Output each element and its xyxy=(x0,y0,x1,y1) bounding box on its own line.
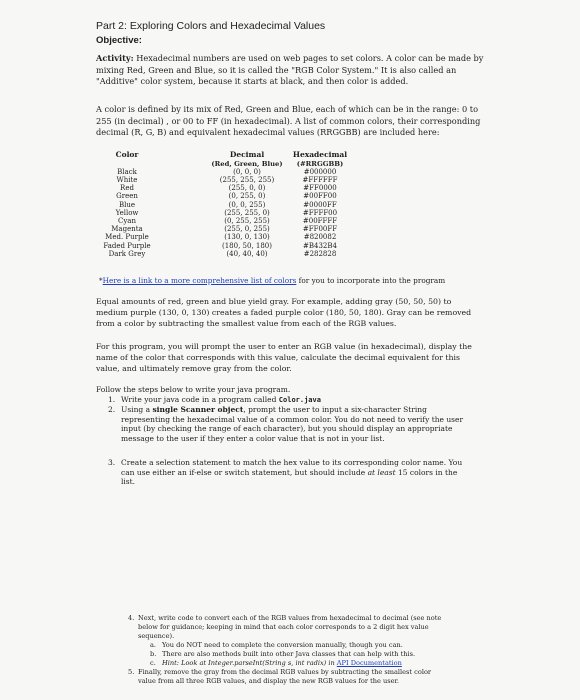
hex-value: #00FFFF xyxy=(302,216,338,225)
step-letter: b. xyxy=(150,650,157,658)
decimal-value: (0, 255, 255) xyxy=(224,216,270,225)
page-title: Part 2: Exploring Colors and Hexadecimal Values xyxy=(96,20,326,32)
objective-heading: Objective: xyxy=(96,35,142,46)
step-4: Next, write code to convert each of the RGB values from hexadecimal to decimal (see note below for guidance; keeping in mind that each color corresponds to a 2 digit hex value sequence). xyxy=(138,614,442,640)
step-4c: Hint: Look at Integer.parseInt(String s, int radix) in API Documentation xyxy=(162,659,402,667)
step-number: 2. xyxy=(108,405,116,414)
step-1: Write your java code in a program called Color.java xyxy=(121,395,321,404)
hex-value: #00FF00 xyxy=(303,192,337,201)
color-name: Yellow xyxy=(115,208,139,217)
hex-value: #FFFF00 xyxy=(302,208,338,217)
decimal-value: (255, 0, 0) xyxy=(228,184,266,193)
color-name: Black xyxy=(117,167,137,176)
color-name: Green xyxy=(116,192,138,201)
hex-value: #000000 xyxy=(303,167,337,176)
color-name: Dark Grey xyxy=(108,249,146,258)
color-name: Magenta xyxy=(111,225,143,234)
step-5: Finally, remove the gray from the decimal RGB values by subtracting the smallest color value from all three RGB values, and display the new RGB values for the user. xyxy=(138,668,432,685)
decimal-value: (255, 255, 0) xyxy=(224,208,270,217)
filename-code: Color.java xyxy=(278,396,321,404)
hex-value: #B432B4 xyxy=(303,241,337,250)
step-4b: There are also methods built into other Java classes that can help with this. xyxy=(162,650,416,658)
step-letter: c. xyxy=(150,659,156,667)
step-3: Create a selection statement to match the hex value to its corresponding color name. You can use either an if-else or switch statement, but should include at least 15 colors in the list. xyxy=(121,458,463,487)
step-number: 3. xyxy=(108,458,116,467)
program-paragraph: For this program, you will prompt the user to enter an RGB value (in hexadecimal), display the name of the color that corresponds with this value, calculate the decimal equivalent for this value, and ultimately remove gray from the color. xyxy=(96,342,472,373)
step-4a: You do NOT need to complete the conversion manually, though you can. xyxy=(162,641,403,649)
decimal-value: (0, 255, 0) xyxy=(228,192,266,201)
steps-intro: Follow the steps below to write your java program. xyxy=(96,385,291,394)
color-name: Faded Purple xyxy=(103,241,151,250)
color-column-header: Color xyxy=(115,150,139,159)
hex-value: #282828 xyxy=(303,249,337,258)
color-list-link[interactable]: Here is a link to a more comprehensive list of colors xyxy=(102,276,297,285)
api-documentation-link[interactable]: API Documentation xyxy=(336,659,402,667)
color-list-link-line: *Here is a link to a more comprehensive list of colors for you to incorporate into the program xyxy=(99,276,446,285)
hex-column-header: Hexadecimal xyxy=(292,150,348,159)
decimal-column-header: Decimal xyxy=(229,150,265,159)
hex-value: #FF0000 xyxy=(303,184,337,193)
decimal-value: (130, 0, 130) xyxy=(224,233,270,242)
color-name: Red xyxy=(120,184,134,193)
activity-paragraph xyxy=(96,53,484,88)
step-2: Using a single Scanner object, prompt the user to input a six-character String representing the hexadecimal value of a common color. You do not need to verify the user input (by checking the range of each character), but you should display an appropriate message to the user if they enter a color value that is not in your list. xyxy=(121,405,464,443)
hex-value: #0000FF xyxy=(303,200,337,209)
intro-paragraph: A color is defined by its mix of Red, Green and Blue, each of which can be in the range: 0 to 255 (in decimal) , or 00 to FF (in hexadecimal). A list of common colors, their corresponding decimal (R, G, B) and equivalent hexadecimal values (RRGGBB) are included here: xyxy=(96,104,481,138)
decimal-value: (255, 255, 255) xyxy=(219,175,275,184)
decimal-value: (180, 50, 180) xyxy=(222,241,272,250)
decimal-value: (0, 0, 0) xyxy=(233,167,261,176)
activity-label: Activity: xyxy=(96,53,134,63)
color-name: White xyxy=(116,175,138,184)
color-name: Med. Purple xyxy=(105,233,149,242)
color-column xyxy=(96,151,158,258)
scanner-bold: single Scanner object xyxy=(152,405,244,414)
equal-amounts-paragraph: Equal amounts of red, green and blue yield gray. For example, adding gray (50, 50, 50) to medium purple (130, 0, 130) creates a faded purple color (180, 50, 180). Gray can be removed from a color by subtracting the smallest value from each of the RGB values. xyxy=(96,297,472,328)
hex-value: #820082 xyxy=(303,233,337,242)
decimal-column-subheader: (Red, Green, Blue) xyxy=(211,159,283,168)
hex-column xyxy=(268,151,372,258)
step-letter: a. xyxy=(150,641,157,649)
activity-text: Hexadecimal numbers are used on web pages to set colors. A color can be made by mixing Red, Green and Blue, so it is called the "RGB Color System." It is also called an "Additive" color system, because it starts at black, and then color is added. xyxy=(96,53,484,87)
step-number: 5. xyxy=(128,668,135,676)
color-name: Cyan xyxy=(118,216,136,225)
hex-column-subheader: (#RRGGBB) xyxy=(296,159,344,168)
step-number: 1. xyxy=(108,395,116,404)
color-name: Blue xyxy=(118,200,136,209)
decimal-value: (40, 40, 40) xyxy=(226,249,268,258)
hex-value: #FF00FF xyxy=(302,225,338,234)
hex-value: #FFFFFF xyxy=(302,175,338,184)
decimal-value: (255, 0, 255) xyxy=(224,225,270,234)
decimal-value: (0, 0, 255) xyxy=(228,200,266,209)
at-least-emphasis: at least xyxy=(367,467,396,477)
step-number: 4. xyxy=(128,614,135,622)
